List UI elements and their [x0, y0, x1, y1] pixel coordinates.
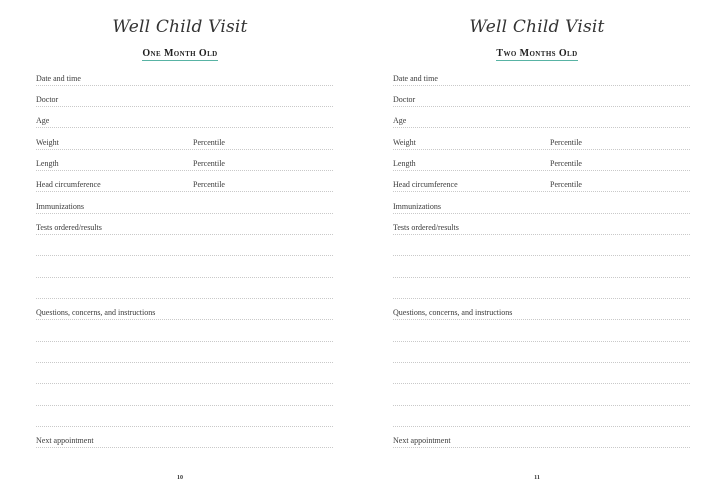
page-subtitle: Two Months Old: [496, 48, 578, 59]
doctor-label: Doctor: [393, 95, 416, 104]
subtitle-wrap: [357, 43, 717, 61]
right-page: [357, 0, 717, 486]
subtitle-wrap: [0, 43, 360, 61]
questions-blank-line[interactable]: [393, 330, 690, 342]
weight-line[interactable]: [393, 138, 690, 150]
age-line[interactable]: [393, 116, 690, 128]
questions-blank-line[interactable]: [36, 330, 333, 342]
doctor-line[interactable]: [393, 95, 690, 107]
questions-blank-line[interactable]: [393, 351, 690, 363]
head-circumference-label: Head circumference: [393, 180, 458, 189]
immunizations-label: Immunizations: [36, 202, 84, 211]
tests-line[interactable]: [393, 223, 690, 235]
questions-blank-line[interactable]: [36, 351, 333, 363]
doctor-label: Doctor: [36, 95, 59, 104]
tests-blank-line[interactable]: [393, 266, 690, 278]
age-line[interactable]: [36, 116, 333, 128]
questions-line[interactable]: [393, 308, 690, 320]
immunizations-line[interactable]: [393, 202, 690, 214]
questions-blank-line[interactable]: [36, 394, 333, 406]
tests-label: Tests ordered/results: [36, 223, 102, 232]
weight-line[interactable]: [36, 138, 333, 150]
date-time-label: Date and time: [393, 74, 438, 83]
next-appointment-label: Next appointment: [36, 436, 94, 445]
length-line[interactable]: [393, 159, 690, 171]
page-title: Well Child Visit: [112, 17, 248, 37]
length-label: Length: [36, 159, 59, 168]
age-label: Age: [393, 116, 407, 125]
head-percentile-label: Percentile: [193, 180, 225, 189]
head-circumference-line[interactable]: [393, 180, 690, 192]
questions-blank-line[interactable]: [36, 372, 333, 384]
length-percentile-label: Percentile: [193, 159, 225, 168]
immunizations-line[interactable]: [36, 202, 333, 214]
age-label: Age: [36, 116, 50, 125]
weight-label: Weight: [36, 138, 59, 147]
page-title: Well Child Visit: [469, 17, 605, 37]
date-time-label: Date and time: [36, 74, 81, 83]
page-number: 11: [534, 475, 540, 481]
length-line[interactable]: [36, 159, 333, 171]
next-appointment-label: Next appointment: [393, 436, 451, 445]
questions-label: Questions, concerns, and instructions: [36, 308, 156, 317]
head-percentile-label: Percentile: [550, 180, 582, 189]
tests-blank-line[interactable]: [36, 244, 333, 256]
length-label: Length: [393, 159, 416, 168]
questions-blank-line[interactable]: [36, 415, 333, 427]
tests-label: Tests ordered/results: [393, 223, 459, 232]
weight-percentile-label: Percentile: [193, 138, 225, 147]
head-circumference-label: Head circumference: [36, 180, 101, 189]
questions-blank-line[interactable]: [393, 394, 690, 406]
tests-blank-line[interactable]: [36, 266, 333, 278]
questions-blank-line[interactable]: [393, 372, 690, 384]
weight-percentile-label: Percentile: [550, 138, 582, 147]
immunizations-label: Immunizations: [393, 202, 441, 211]
next-appointment-line[interactable]: [393, 436, 690, 448]
tests-line[interactable]: [36, 223, 333, 235]
page-number: 10: [177, 475, 183, 481]
weight-label: Weight: [393, 138, 416, 147]
date-time-line[interactable]: [36, 74, 333, 86]
length-percentile-label: Percentile: [550, 159, 582, 168]
questions-label: Questions, concerns, and instructions: [393, 308, 513, 317]
tests-blank-line[interactable]: [393, 287, 690, 299]
page-subtitle: One Month Old: [142, 48, 218, 59]
doctor-line[interactable]: [36, 95, 333, 107]
tests-blank-line[interactable]: [393, 244, 690, 256]
head-circumference-line[interactable]: [36, 180, 333, 192]
questions-line[interactable]: [36, 308, 333, 320]
questions-blank-line[interactable]: [393, 415, 690, 427]
date-time-line[interactable]: [393, 74, 690, 86]
tests-blank-line[interactable]: [36, 287, 333, 299]
next-appointment-line[interactable]: [36, 436, 333, 448]
